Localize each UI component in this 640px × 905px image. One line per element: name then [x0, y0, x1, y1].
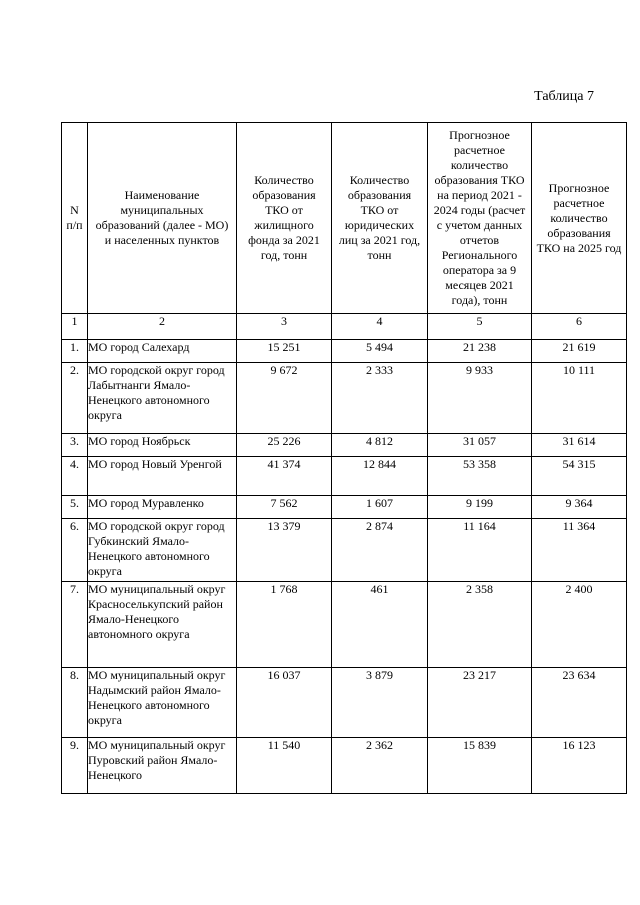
row-name: МО муниципальный округ Красноселькупский район Ямало-Ненецкого автономного округа [88, 582, 237, 668]
row-housing-value: 11 540 [237, 738, 332, 794]
row-housing-value: 9 672 [237, 363, 332, 434]
table-row [62, 363, 627, 434]
row-legal-value: 2 874 [332, 519, 428, 582]
row-number: 4. [62, 457, 88, 496]
row-forecast-2021-2024-value: 15 839 [428, 738, 532, 794]
row-name: МО муниципальный округ Пуровский район Ямало-Ненецкого [88, 738, 237, 794]
row-name: МО город Муравленко [88, 496, 237, 519]
table-row [62, 340, 627, 363]
row-name: МО город Салехард [88, 340, 237, 363]
row-forecast-2021-2024-value: 31 057 [428, 434, 532, 457]
table-row [62, 434, 627, 457]
row-forecast-2025-value: 31 614 [532, 434, 627, 457]
row-forecast-2021-2024-value: 11 164 [428, 519, 532, 582]
row-housing-value: 13 379 [237, 519, 332, 582]
row-housing-value: 1 768 [237, 582, 332, 668]
waste-table [61, 122, 627, 794]
row-legal-value: 1 607 [332, 496, 428, 519]
row-forecast-2021-2024-value: 9 933 [428, 363, 532, 434]
row-legal-value: 12 844 [332, 457, 428, 496]
row-housing-value: 7 562 [237, 496, 332, 519]
row-number: 8. [62, 668, 88, 738]
row-forecast-2025-value: 21 619 [532, 340, 627, 363]
table-row [62, 496, 627, 519]
row-forecast-2021-2024-value: 53 358 [428, 457, 532, 496]
row-number: 3. [62, 434, 88, 457]
row-legal-value: 3 879 [332, 668, 428, 738]
column-number: 2 [88, 314, 237, 340]
row-name: МО муниципальный округ Надымский район Ямало-Ненецкого автономного округа [88, 668, 237, 738]
header-cell-forecast-2021-2024: Прогнозное расчетное количество образования ТКО на период 2021 - 2024 годы (расчет с учетом данных отчетов Регионального оператора за 9 месяцев 2021 года), тонн [428, 123, 532, 314]
row-forecast-2021-2024-value: 9 199 [428, 496, 532, 519]
row-number: 7. [62, 582, 88, 668]
row-legal-value: 461 [332, 582, 428, 668]
row-forecast-2025-value: 54 315 [532, 457, 627, 496]
column-number: 5 [428, 314, 532, 340]
column-number: 1 [62, 314, 88, 340]
header-cell-legal: Количество образования ТКО от юридических лиц за 2021 год, тонн [332, 123, 428, 314]
table-caption: Таблица 7 [534, 89, 594, 104]
column-number-row [62, 314, 627, 340]
row-forecast-2025-value: 16 123 [532, 738, 627, 794]
header-cell-housing: Количество образования ТКО от жилищного фонда за 2021 год, тонн [237, 123, 332, 314]
row-forecast-2021-2024-value: 2 358 [428, 582, 532, 668]
header-cell-name: Наименование муниципальных образований (далее - МО) и населенных пунктов [88, 123, 237, 314]
row-housing-value: 16 037 [237, 668, 332, 738]
column-number: 3 [237, 314, 332, 340]
row-housing-value: 41 374 [237, 457, 332, 496]
row-legal-value: 2 362 [332, 738, 428, 794]
table-row [62, 582, 627, 668]
row-name: МО город Новый Уренгой [88, 457, 237, 496]
column-number: 4 [332, 314, 428, 340]
row-number: 9. [62, 738, 88, 794]
row-number: 5. [62, 496, 88, 519]
row-forecast-2025-value: 10 111 [532, 363, 627, 434]
row-legal-value: 2 333 [332, 363, 428, 434]
header-cell-n: N п/п [62, 123, 88, 314]
row-legal-value: 5 494 [332, 340, 428, 363]
table-row [62, 519, 627, 582]
row-forecast-2025-value: 2 400 [532, 582, 627, 668]
row-name: МО городской округ город Губкинский Ямало-Ненецкого автономного округа [88, 519, 237, 582]
row-forecast-2025-value: 11 364 [532, 519, 627, 582]
table-row [62, 668, 627, 738]
row-name: МО город Ноябрьск [88, 434, 237, 457]
row-number: 1. [62, 340, 88, 363]
row-housing-value: 15 251 [237, 340, 332, 363]
column-number: 6 [532, 314, 627, 340]
row-legal-value: 4 812 [332, 434, 428, 457]
row-housing-value: 25 226 [237, 434, 332, 457]
header-row [62, 123, 627, 314]
row-forecast-2025-value: 23 634 [532, 668, 627, 738]
header-cell-forecast-2025: Прогнозное расчетное количество образования ТКО на 2025 год [532, 123, 627, 314]
table-row [62, 738, 627, 794]
row-number: 2. [62, 363, 88, 434]
row-forecast-2025-value: 9 364 [532, 496, 627, 519]
row-number: 6. [62, 519, 88, 582]
row-forecast-2021-2024-value: 23 217 [428, 668, 532, 738]
table-row [62, 457, 627, 496]
row-name: МО городской округ город Лабытнанги Ямало-Ненецкого автономного округа [88, 363, 237, 434]
row-forecast-2021-2024-value: 21 238 [428, 340, 532, 363]
